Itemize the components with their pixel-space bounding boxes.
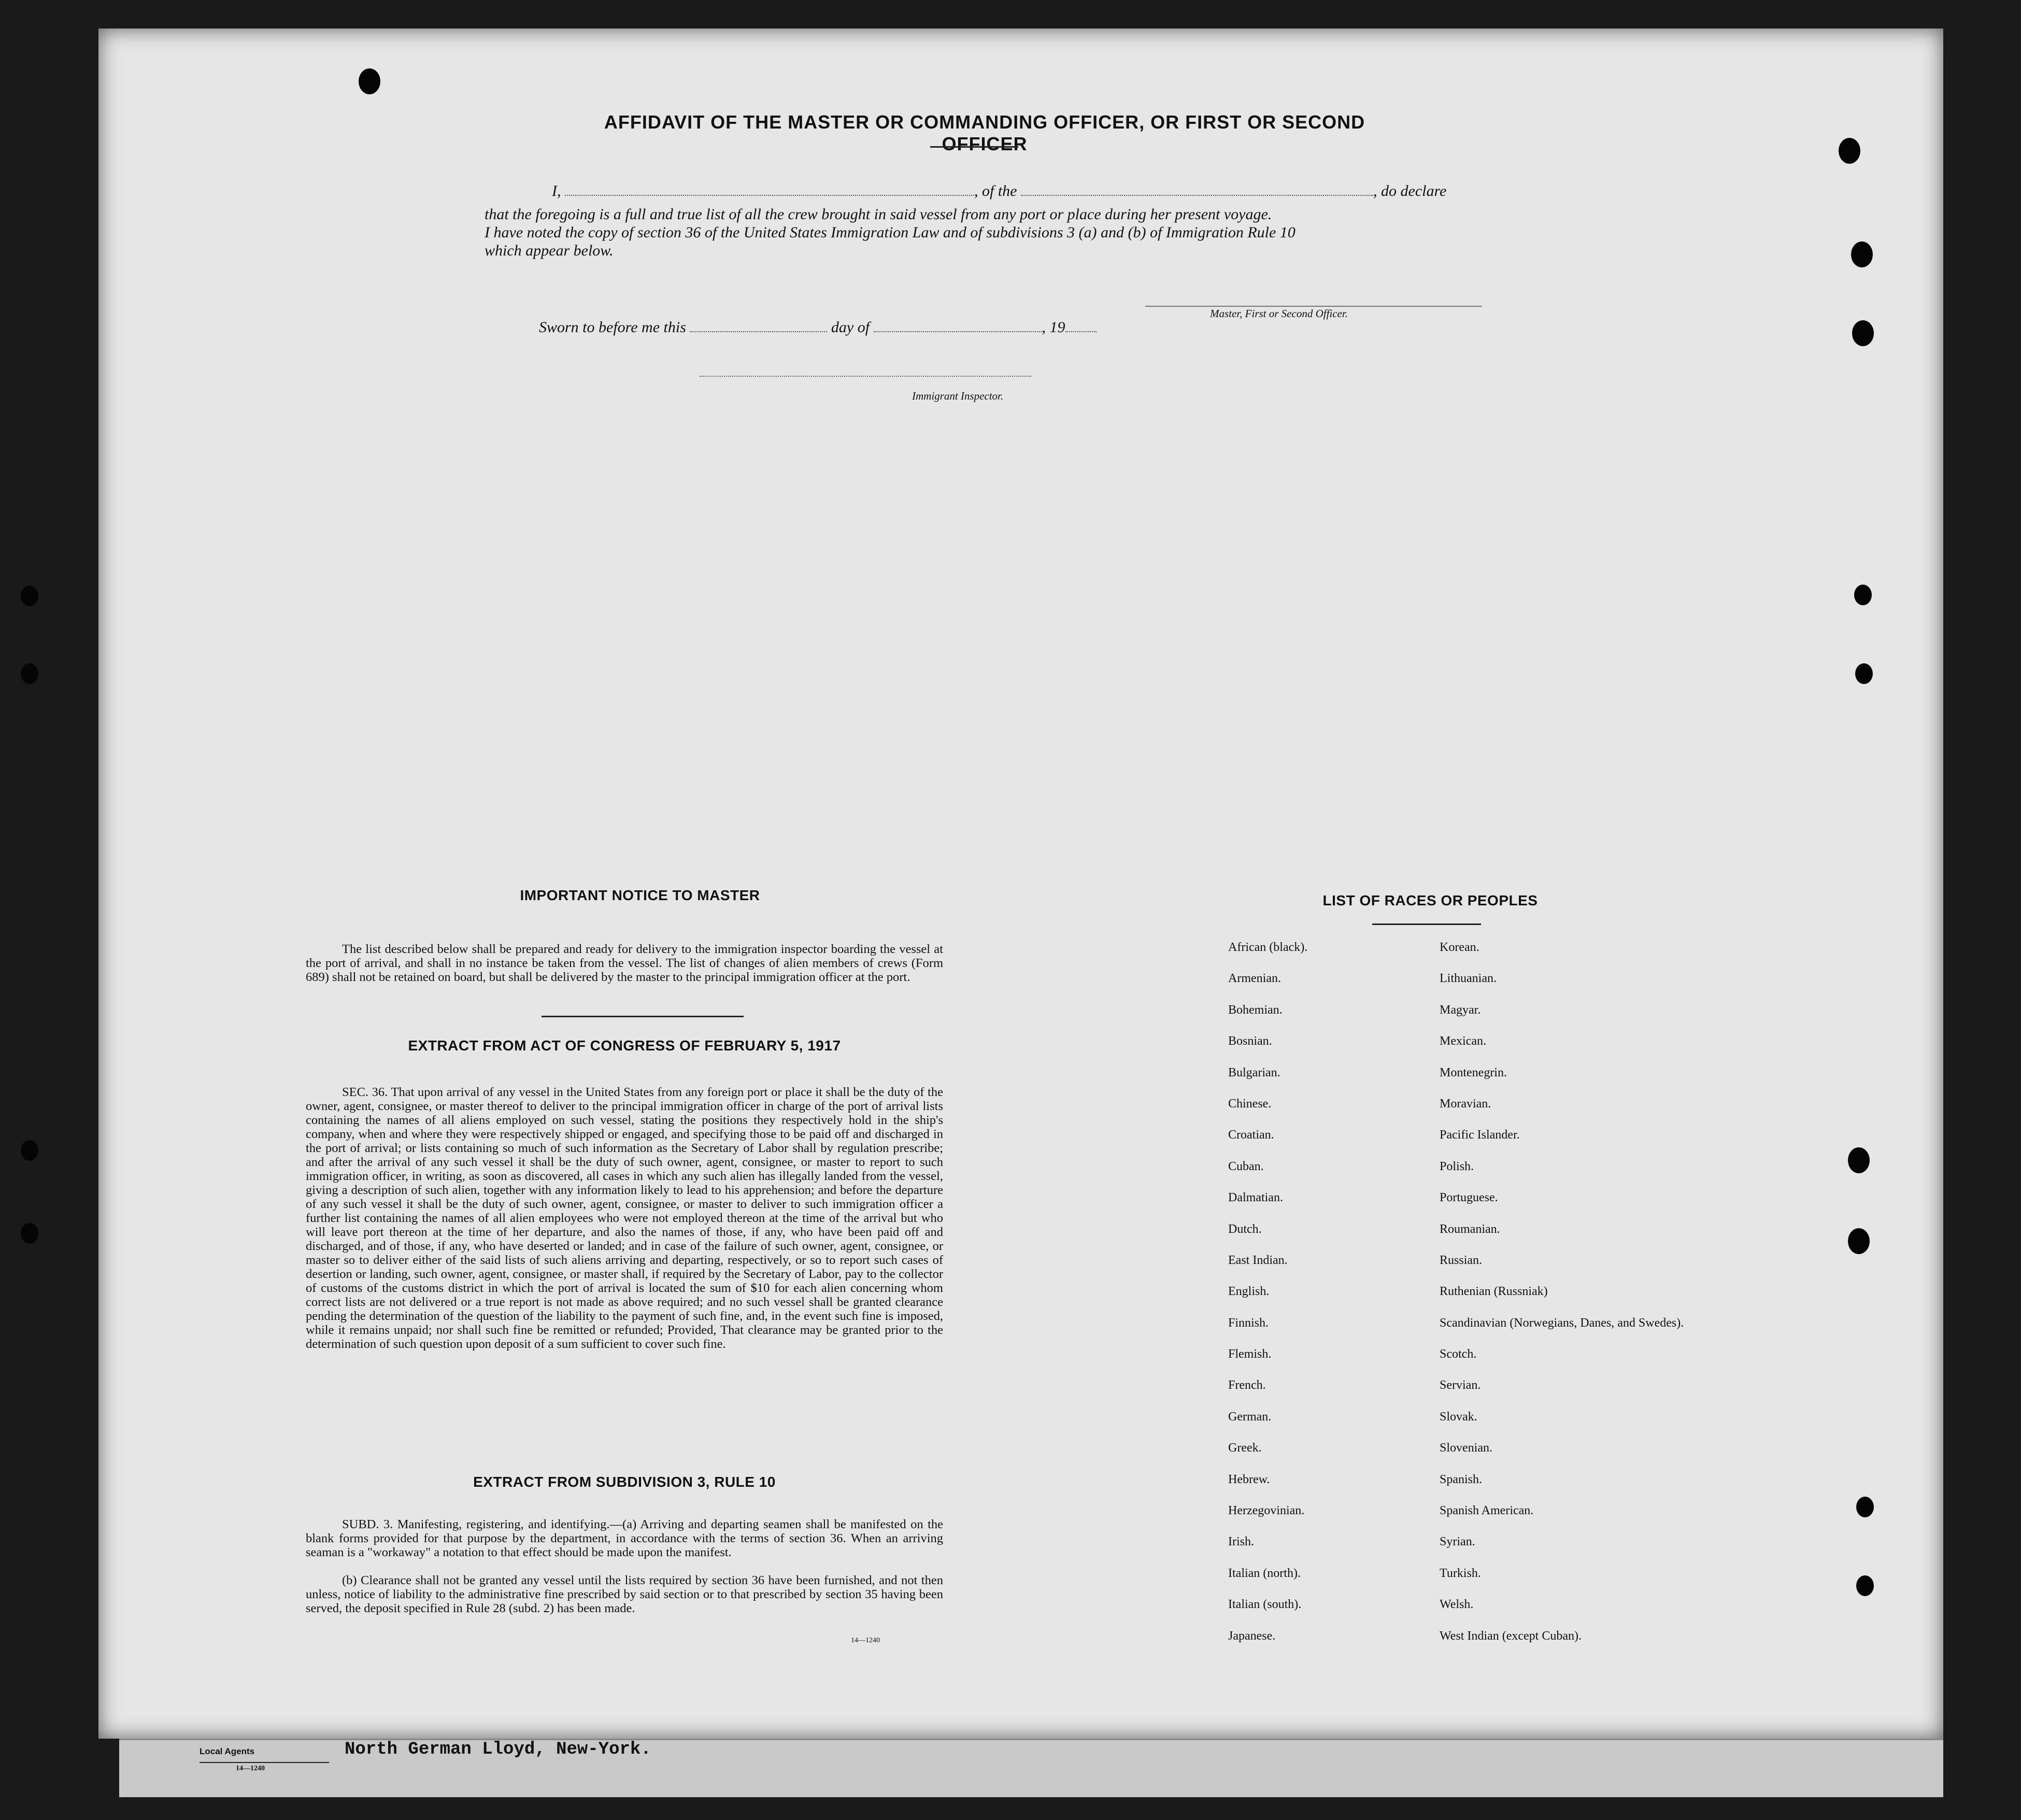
race-item: Welsh. [1440,1598,1474,1612]
race-item: German. [1228,1410,1272,1424]
race-item: Scandinavian (Norwegians, Danes, and Swedes). [1440,1316,1684,1330]
race-item: Bohemian. [1228,1003,1283,1017]
declare-suffix: , do declare [1373,182,1447,200]
declarant-name-field[interactable] [565,193,974,196]
race-item: Servian. [1440,1378,1481,1392]
race-item: Dutch. [1228,1222,1262,1236]
race-item: Russian. [1440,1253,1483,1267]
declarant-prefix: I, [552,182,561,200]
race-item: Chinese. [1228,1097,1272,1111]
affidavit-title: AFFIDAVIT OF THE MASTER OR COMMANDING OFFICER, OR FIRST OR SECOND OFFICER [604,111,1365,154]
race-item: Portuguese. [1440,1191,1498,1205]
act-text: SEC. 36. That upon arrival of any vessel in the United States from any foreign port or place it shall be the duty of the owner, agent, consignee, or master thereof to deliver to the principal immigration officer in charge of the port of arrival lists containing the names of all aliens employed on such vessel, stating the positions they respectively hold in the ship's company, when and where they were respectively shipped or engaged, and specifying those to be paid off and discharged in the port of arrival; or lists containing so much of such information as the Secretary of Labor shall by regulation prescribe; and after the arrival of any such vessel it shall be the duty of such owner, agent, consignee, or master to report to such immigration officer, in writing, as soon as discovered, all cases in which any such alien has illegally landed from the vessel, giving a description of such alien, together with any information likely to lead to his apprehension; and before the departure of any such vessel it shall be the duty of such owner, agent, consignee, or master to deliver to such immigration officer a further list containing the names of all alien employees who were not employed thereon at the time of the arrival but who will leave port thereon at the time of her departure, and also the names of those, if any, who have been paid off and discharged, and of those, if any, who have deserted or landed; and in case of the failure of such owner, agent, consignee, or master so to deliver either of the said lists of such aliens arriving and departing, respectively, or so to report such cases of desertion or landing, such owner, agent, consignee, or master shall, if required by the Secretary of Labor, pay to the collector of customs of the customs district in which the port of arrival is located the sum of $10 for each alien concerning whom correct lists are not delivered or a true report is not made as above required; and no such vessel shall be granted clearance pending the determination of the question of the liability to the payment of such fine, and, in the event such fine is imposed, while it remains unpaid; nor shall such fine be remitted or refunded; Provided, That clearance may be granted prior to the determination of such question upon deposit of a sum sufficient to cover such fine. [306,1085,943,1351]
race-item: Turkish. [1440,1566,1481,1580]
notice-rule [542,1016,744,1017]
binder-hole-icon [1839,138,1860,164]
race-item: African (black). [1228,941,1308,954]
race-item: Ruthenian (Russniak) [1440,1285,1548,1299]
race-item: Armenian. [1228,972,1281,986]
race-item: Roumanian. [1440,1222,1500,1236]
local-agents-value: North German Lloyd, New-York. [345,1740,651,1759]
race-item: Finnish. [1228,1316,1269,1330]
sworn-year-field[interactable] [1065,329,1097,332]
race-item: French. [1228,1378,1266,1392]
binder-hole-icon [21,663,38,684]
notice-text: The list described below shall be prepared and ready for delivery to the immigration inspector boarding the vessel at the port of arrival, and shall in no instance be taken from the vessel. The list of changes of alien members of crews (Form 689) shall not be retained on board, but shall be delivered by the master to the principal immigration officer at the port. [306,942,943,984]
race-item: Spanish American. [1440,1504,1534,1518]
binder-hole-icon [359,68,380,94]
sworn-year-prefix: , 19 [1042,319,1065,336]
rule-text-a: SUBD. 3. Manifesting, registering, and identifying.—(a) Arriving and departing seamen shall be manifested on the blank forms provided for that purpose by the department, in accordance with the terms of section 36. When an arriving seaman is a "workaway" a notation to that effect should be made upon the manifest. [306,1517,943,1559]
race-item: East Indian. [1228,1253,1288,1267]
race-item: Japanese. [1228,1629,1276,1643]
sworn-day-field[interactable] [690,329,827,332]
sworn-month-prefix: day of [831,319,870,336]
race-item: Herzegovinian. [1228,1504,1305,1518]
races-column-1 [1228,941,1307,1660]
race-item: Pacific Islander. [1440,1128,1520,1142]
binder-hole-icon [1851,241,1873,267]
declaration-line-1 [552,182,1446,200]
declaration-line-2: that the foregoing is a full and true list of all the crew brought in said vessel from any port or place during her present voyage. [485,206,1272,223]
race-item: Irish. [1228,1535,1254,1549]
race-item: Flemish. [1228,1347,1272,1361]
sworn-prefix: Sworn to before me this [539,319,686,336]
race-item: Montenegrin. [1440,1065,1507,1079]
races-title: LIST OF RACES OR PEOPLES [1322,892,1538,908]
act-title: EXTRACT FROM ACT OF CONGRESS OF FEBRUARY 5, 1917 [408,1037,841,1054]
race-item: Croatian. [1228,1128,1274,1142]
binder-hole-icon [1856,1497,1874,1517]
binder-hole-icon [21,1223,38,1244]
race-item: Slovenian. [1440,1441,1492,1455]
race-item: Scotch. [1440,1347,1477,1361]
race-item: Hebrew. [1228,1472,1270,1486]
binder-hole-icon [1848,1147,1870,1173]
race-item: Lithuanian. [1440,972,1497,986]
binder-hole-icon [1856,1575,1874,1596]
vessel-name-field[interactable] [1021,193,1373,196]
master-signature-line[interactable] [1145,306,1482,307]
sworn-month-field[interactable] [874,329,1042,332]
title-rule [930,146,1018,148]
race-item: West Indian (except Cuban). [1440,1629,1582,1643]
race-item: Greek. [1228,1441,1262,1455]
binder-hole-icon [1854,585,1872,605]
inspector-signature-line[interactable] [700,376,1031,377]
race-item: Magyar. [1440,1003,1481,1017]
race-item: Bulgarian. [1228,1065,1280,1079]
race-item: Mexican. [1440,1034,1486,1048]
race-item: Cuban. [1228,1159,1264,1173]
race-item: Italian (north). [1228,1566,1301,1580]
race-item: Korean. [1440,941,1479,954]
race-item: Italian (south). [1228,1598,1302,1612]
race-item: Slovak. [1440,1410,1477,1424]
race-item: Polish. [1440,1159,1474,1173]
notice-title: IMPORTANT NOTICE TO MASTER [520,887,760,903]
local-agents-label: Local Agents [200,1746,255,1756]
race-item: Spanish. [1440,1472,1483,1486]
declaration-line-3: I have noted the copy of section 36 of the United States Immigration Law and of subdivisions 3 (a) and (b) of Immigration Rule 10 [485,224,1296,241]
local-agents-rule [200,1762,329,1763]
vessel-prefix: , of the [974,182,1017,200]
race-item: Dalmatian. [1228,1191,1283,1205]
master-signature-label: Master, First or Second Officer. [1210,307,1348,320]
binder-hole-icon [1852,320,1874,346]
binder-hole-icon [1855,663,1873,684]
binder-hole-icon [21,1140,38,1161]
binder-hole-icon [21,586,38,606]
race-item: English. [1228,1285,1270,1299]
agents-form-number: 14—1240 [236,1765,265,1772]
races-column-2 [1440,941,1684,1660]
inspector-signature-label: Immigrant Inspector. [912,390,1004,402]
sworn-line [539,319,1097,336]
races-rule [1372,923,1481,925]
declaration-line-4: which appear below. [485,242,614,259]
binder-hole-icon [1848,1228,1870,1254]
race-item: Moravian. [1440,1097,1491,1111]
form-number: 14—1240 [851,1637,880,1644]
race-item: Syrian. [1440,1535,1475,1549]
rule-text-b: (b) Clearance shall not be granted any vessel until the lists required by section 36 have been furnished, and not then unless, notice of liability to the administrative fine prescribed by said section or to that prescribed by section 35 having been served, the deposit specified in Rule 28 (subd. 2) has been made. [306,1573,943,1615]
race-item: Bosnian. [1228,1034,1272,1048]
rule-title: EXTRACT FROM SUBDIVISION 3, RULE 10 [473,1474,776,1490]
